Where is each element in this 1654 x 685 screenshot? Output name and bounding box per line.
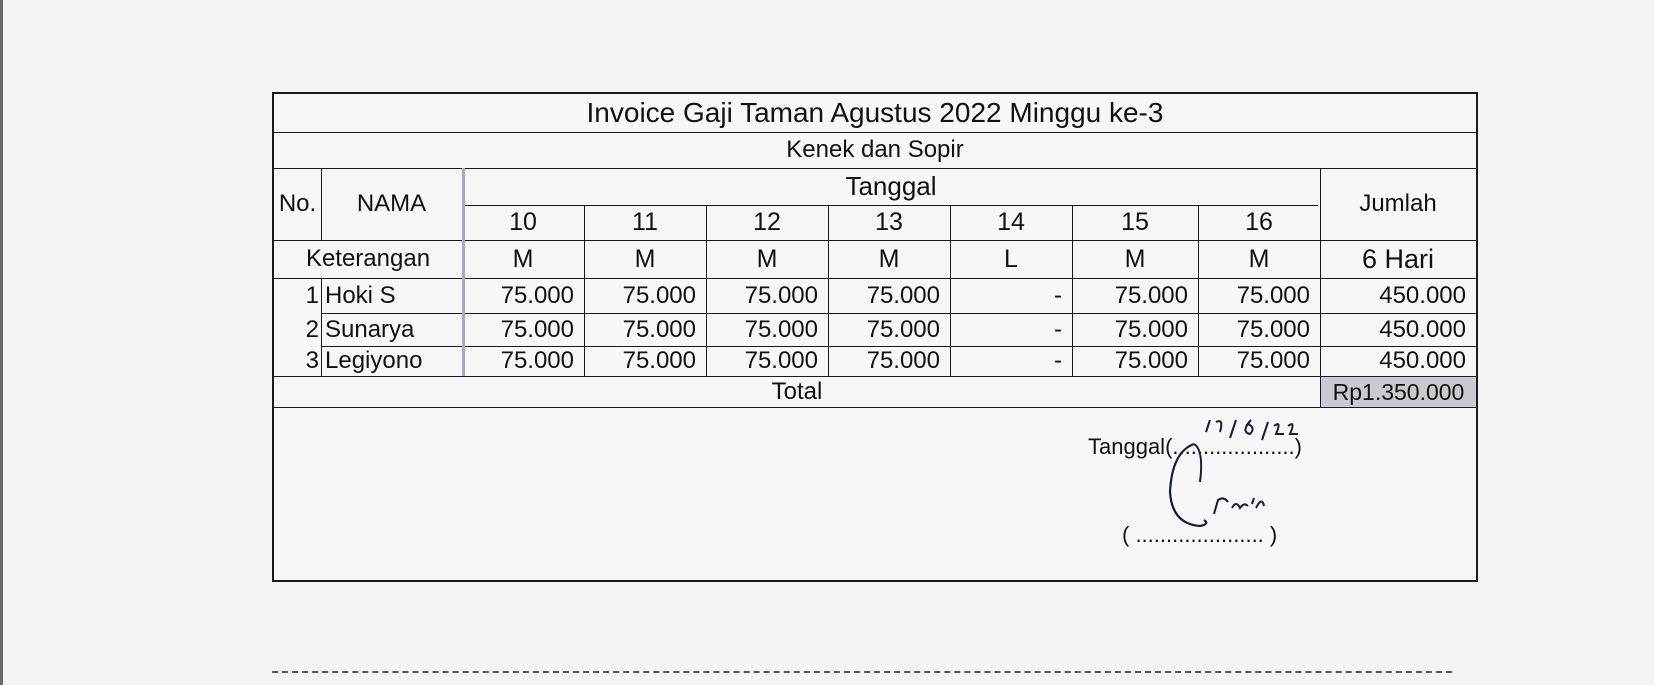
wage-cell: - [1054, 281, 1062, 309]
keterangan-label: Keterangan [305, 245, 431, 272]
day-status: M [634, 244, 656, 273]
wage-cell: 75.000 [744, 315, 818, 343]
invoice-table [272, 92, 1478, 582]
wage-cell: 75.000 [866, 315, 940, 343]
wage-cell: 75.000 [622, 281, 696, 309]
wage-cell: 75.000 [1114, 347, 1188, 374]
header-jumlah: Jumlah [1359, 190, 1437, 217]
wage-cell: - [1054, 347, 1062, 374]
wage-cell: 75.000 [1236, 315, 1310, 343]
wage-cell: 75.000 [1236, 347, 1310, 374]
total-days: 6 Hari [1361, 243, 1435, 274]
employee-name: Sunarya [325, 315, 415, 343]
wage-cell: 75.000 [1114, 281, 1188, 309]
day-number: 16 [1245, 208, 1273, 236]
row-total: 450.000 [1379, 315, 1466, 343]
employee-name: Legiyono [325, 347, 423, 374]
day-status: M [756, 244, 778, 273]
date-label: Tanggal [1088, 434, 1166, 459]
header-tanggal: Tanggal [845, 171, 937, 201]
grand-total: Rp1.350.000 [1321, 377, 1476, 407]
date-dots: .................... [1172, 434, 1295, 459]
wage-cell: 75.000 [866, 347, 940, 374]
employee-name: Hoki S [325, 281, 396, 309]
day-status: M [1124, 244, 1146, 273]
row-number: 2 [305, 315, 319, 343]
day-number: 10 [509, 208, 537, 236]
row-number: 1 [305, 281, 319, 309]
wage-cell: 75.000 [622, 347, 696, 374]
date-open: ( [1165, 434, 1173, 459]
day-status: M [878, 244, 900, 273]
wage-cell: 75.000 [622, 315, 696, 343]
invoice-title: Invoice Gaji Taman Agustus 2022 Minggu ke-3 [586, 97, 1164, 128]
signature-name-line: ( ..................... ) [1122, 522, 1278, 547]
invoice-subtitle: Kenek dan Sopir [786, 136, 964, 163]
day-number: 15 [1121, 208, 1149, 236]
row-total: 450.000 [1379, 347, 1466, 374]
day-status: M [512, 244, 534, 273]
day-number: 12 [753, 208, 781, 236]
wage-cell: 75.000 [500, 315, 574, 343]
date-close: ) [1294, 434, 1302, 459]
row-number: 3 [305, 347, 319, 374]
wage-cell: 75.000 [866, 281, 940, 309]
day-status: L [1004, 244, 1018, 273]
scan-left-edge [0, 0, 3, 685]
cut-line [272, 671, 1452, 673]
total-label: Total [771, 377, 823, 405]
day-status: M [1248, 244, 1270, 273]
handwritten-signature-icon [1144, 412, 1344, 542]
header-nama: NAMA [356, 190, 427, 217]
day-number: 11 [632, 208, 658, 236]
wage-cell: - [1054, 315, 1062, 343]
wage-cell: 75.000 [500, 347, 574, 374]
row-total: 450.000 [1379, 281, 1466, 309]
day-number: 13 [875, 208, 903, 236]
day-number: 14 [997, 208, 1025, 236]
wage-cell: 75.000 [1236, 281, 1310, 309]
rule [274, 407, 1476, 408]
wage-cell: 75.000 [744, 281, 818, 309]
wage-cell: 75.000 [500, 281, 574, 309]
wage-cell: 75.000 [1114, 315, 1188, 343]
header-no: No. [278, 190, 317, 217]
wage-cell: 75.000 [744, 347, 818, 374]
